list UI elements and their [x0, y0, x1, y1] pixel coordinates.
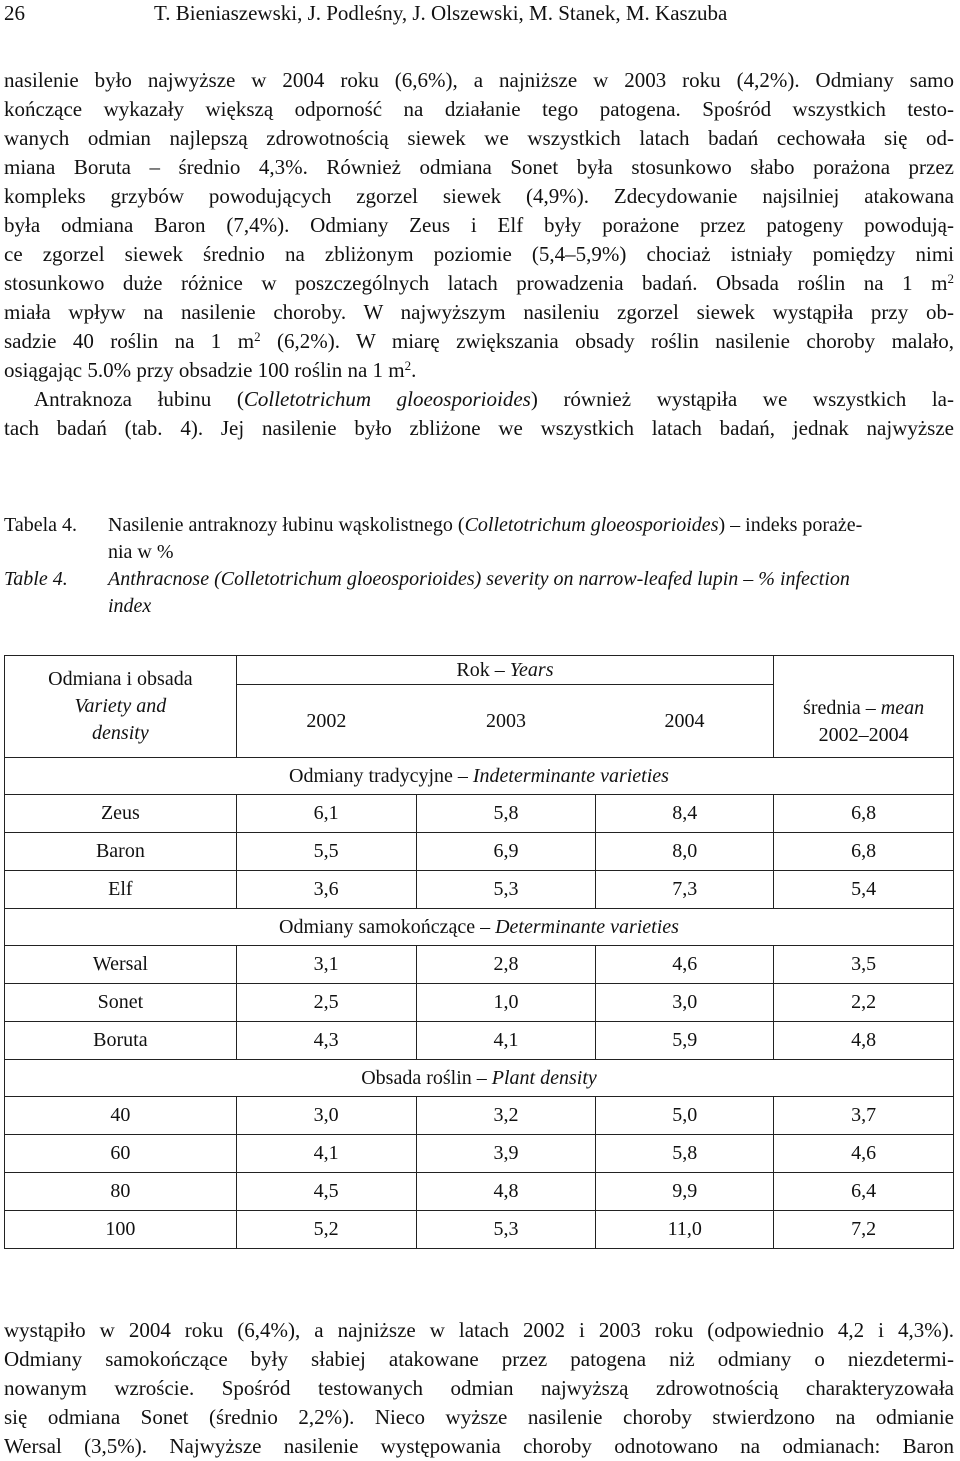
body-paragraph-bottom — [4, 1316, 954, 1461]
table-row: 100 5,2 5,3 11,0 7,2 — [5, 1211, 954, 1249]
header-2003: 2003 — [485, 709, 526, 732]
text-line: się odmiana Sonet (średnio 2,2%). Nieco wyższe nasilenie choroby stwierdzono na odmianie — [4, 1405, 954, 1429]
header-variety: Odmiana i obsada Variety and density — [5, 656, 237, 758]
text-line: tach badań (tab. 4). Jej nasilenie było zbliżone we wszystkich latach badań, jednak najwyższe — [4, 416, 954, 440]
text-line: miana Boruta – średnio 4,3%. Również odmiana Sonet była stosunkowo słabo porażona przez — [4, 155, 954, 179]
group-title: Obsada roślin – Plant density — [5, 1060, 954, 1097]
caption-label-en: Table 4. — [4, 568, 68, 590]
text-line: ce zgorzel siewek średnio na zbliżonym poziomie (5,4–5,9%) chociaż istniały pomiędzy nimi — [4, 242, 954, 266]
text-line: nowanym wzroście. Spośród testowanych odmian najwyższą zdrowotnością charakteryzowała — [4, 1376, 954, 1400]
header-mean: średnia – mean 2002–2004 — [774, 656, 954, 758]
group-title: Odmiany samokończące – Determinante varieties — [5, 909, 954, 946]
page-number: 26 — [4, 1, 25, 25]
table-row: Wersal 3,1 2,8 4,6 3,5 — [5, 946, 954, 984]
table-row: Sonet 2,5 1,0 3,0 2,2 — [5, 984, 954, 1022]
group-title: Odmiany tradycyjne – Indeterminante varieties — [5, 758, 954, 795]
body-paragraph-top — [4, 66, 954, 443]
caption-label-pl: Tabela 4. — [4, 514, 78, 536]
text-line: osiągając 5.0% przy obsadzie 100 roślin na 1 $m^2$. — [4, 358, 417, 382]
header-years: Rok – Years — [236, 656, 773, 685]
text-line: nasilenie było najwyższe w 2004 roku (6,6%), a najniższe w 2003 roku (4,2%). Odmiany samo — [4, 68, 954, 92]
table-caption — [4, 512, 954, 620]
text-line: Wersal (3,5%). Najwyższe nasilenie występowania choroby odnotowano na odmianach: Baron — [4, 1434, 954, 1458]
table-row: Zeus 6,1 5,8 8,4 6,8 — [5, 795, 954, 833]
text-line: wystąpiło w 2004 roku (6,4%), a najniższe w latach 2002 i 2003 roku (odpowiednio 4,2 i 4,3%). — [4, 1318, 954, 1342]
table-row: 40 3,0 3,2 5,0 3,7 — [5, 1097, 954, 1135]
infection-table — [4, 655, 954, 1249]
text-line: miała wpływ na nasilenie choroby. W najwyższym nasileniu zgorzel siewek wystąpiła przy ob- — [4, 300, 954, 324]
header-2004: 2004 — [596, 685, 774, 758]
table-row: Baron 5,5 6,9 8,0 6,8 — [5, 833, 954, 871]
text-line: Antraknoza łubinu (Colletotrichum gloeosporioides) również wystąpiła we wszystkich la- — [34, 387, 954, 411]
caption-text-en: Anthracnose (Colletotrichum gloeosporioides) severity on narrow-leafed lupin – % infection index — [108, 568, 850, 617]
authors-line: T. Bieniaszewski, J. Podleśny, J. Olszewski, M. Stanek, M. Kaszuba — [154, 1, 728, 25]
table-row: Boruta 4,3 4,1 5,9 4,8 — [5, 1022, 954, 1060]
header-2002: 2002 — [306, 709, 347, 732]
running-header — [4, 0, 727, 26]
text-line: stosunkowo duże różnice w poszczególnych latach prowadzenia badań. Obsada roślin na 1 $m^2$ — [4, 271, 954, 295]
text-line: Odmiany samokończące były słabiej atakowane przez patogena niż odmiany o niezdetermi- — [4, 1347, 954, 1371]
table-row: 80 4,5 4,8 9,9 6,4 — [5, 1173, 954, 1211]
text-line: kompleks grzybów powodujących zgorzel siewek (4,9%). Zdecydowanie najsilniej atakowana — [4, 184, 954, 208]
table-row: 60 4,1 3,9 5,8 4,6 — [5, 1135, 954, 1173]
caption-text-pl: Nasilenie antraknozy łubinu wąskolistnego (Colletotrichum gloeosporioides) – indeks poraże- nia w % — [108, 514, 863, 563]
text-line: sadzie 40 roślin na 1 $m^2$ (6,2%). W miarę zwiększania obsady roślin nasilenie choroby malało, — [4, 329, 954, 353]
text-line: wanych odmian najlepszą zdrowotnością siewek we wszystkich latach badań cechowała się od- — [4, 126, 954, 150]
text-line: kończące wykazały większą odporność na działanie tego patogena. Spośród wszystkich testo- — [4, 97, 954, 121]
table-row: Elf 3,6 5,3 7,3 5,4 — [5, 871, 954, 909]
text-line: była odmiana Baron (7,4%). Odmiany Zeus i Elf były porażone przez patogeny powodują- — [4, 213, 954, 237]
